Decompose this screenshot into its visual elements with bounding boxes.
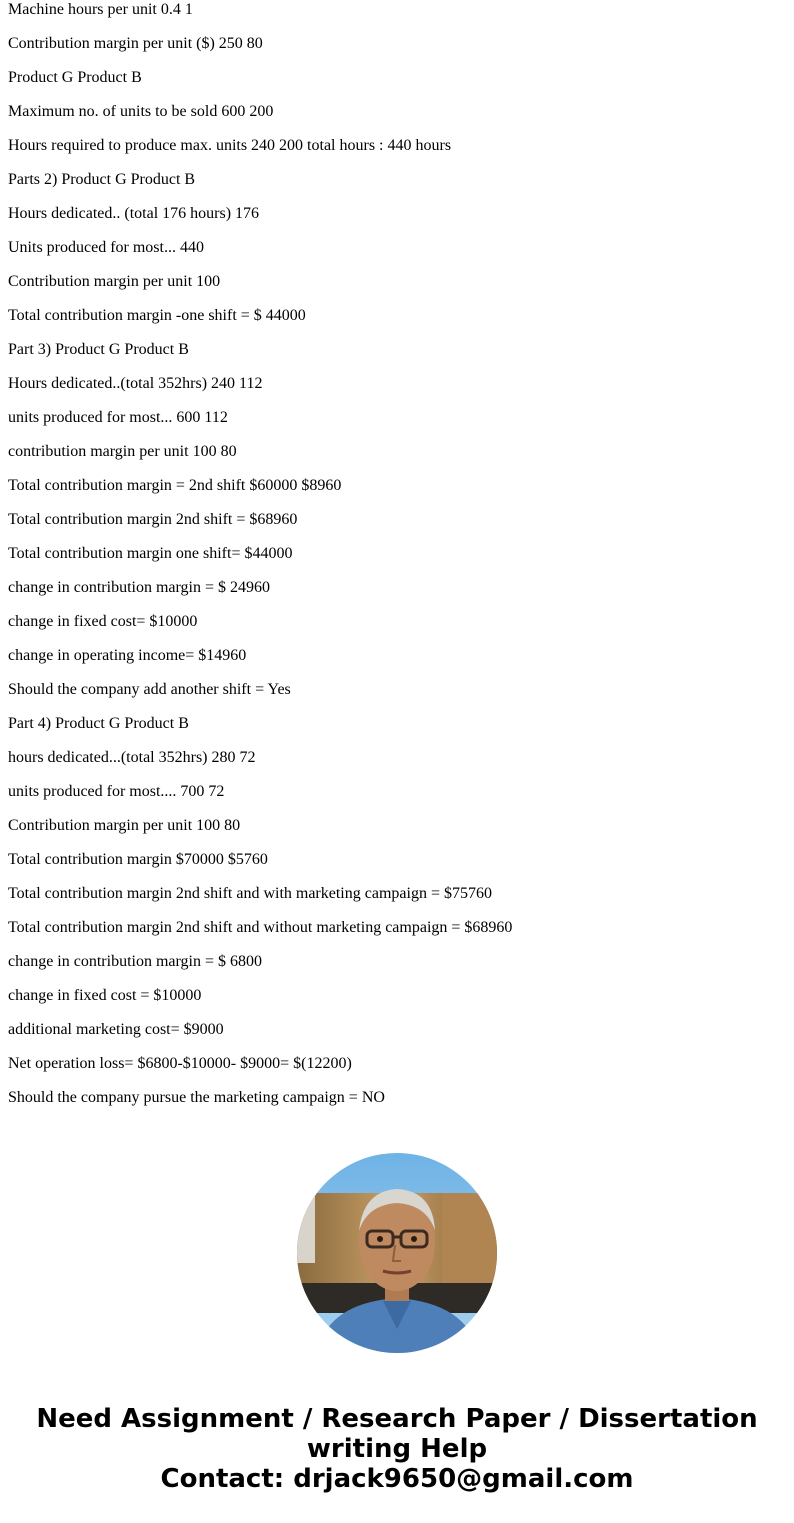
text-line: Total contribution margin one shift= $44000 bbox=[8, 545, 293, 562]
text-line: change in operating income= $14960 bbox=[8, 647, 247, 664]
text-line: Contribution margin per unit 100 bbox=[8, 273, 221, 290]
text-line: Total contribution margin 2nd shift and without marketing campaign = $68960 bbox=[8, 919, 513, 936]
text-line: Maximum no. of units to be sold 600 200 bbox=[8, 103, 274, 120]
text-line: Machine hours per unit 0.4 1 bbox=[8, 1, 193, 18]
text-line: change in contribution margin = $ 6800 bbox=[8, 953, 263, 970]
text-line: Total contribution margin $70000 $5760 bbox=[8, 851, 268, 868]
text-line: Part 3) Product G Product B bbox=[8, 341, 189, 358]
author-avatar bbox=[297, 1153, 497, 1353]
text-line: Part 4) Product G Product B bbox=[8, 715, 189, 732]
text-line: units produced for most... 600 112 bbox=[8, 409, 228, 426]
text-line: units produced for most.... 700 72 bbox=[8, 783, 225, 800]
text-line: contribution margin per unit 100 80 bbox=[8, 443, 237, 460]
text-line: Hours required to produce max. units 240 200 total hours : 440 hours bbox=[8, 137, 452, 154]
text-line: Product G Product B bbox=[8, 69, 142, 86]
text-line: Parts 2) Product G Product B bbox=[8, 171, 196, 188]
text-line: change in fixed cost= $10000 bbox=[8, 613, 198, 630]
text-line: change in fixed cost = $10000 bbox=[8, 987, 202, 1004]
text-line: Should the company add another shift = Yes bbox=[8, 681, 291, 698]
promo-line-1: Need Assignment / Research Paper / Dissertation bbox=[36, 1404, 758, 1434]
text-line: Hours dedicated..(total 352hrs) 240 112 bbox=[8, 375, 263, 392]
text-line: Should the company pursue the marketing campaign = NO bbox=[8, 1089, 385, 1106]
text-line: change in contribution margin = $ 24960 bbox=[8, 579, 271, 596]
text-line: Total contribution margin = 2nd shift $60000 $8960 bbox=[8, 477, 342, 494]
promo-banner bbox=[0, 1404, 794, 1494]
text-line: Total contribution margin 2nd shift and with marketing campaign = $75760 bbox=[8, 885, 492, 902]
text-line: Contribution margin per unit ($) 250 80 bbox=[8, 35, 263, 52]
promo-contact: Contact: drjack9650@gmail.com bbox=[160, 1464, 634, 1494]
text-line: Units produced for most... 440 bbox=[8, 239, 204, 256]
text-line: Net operation loss= $6800-$10000- $9000= $(12200) bbox=[8, 1055, 352, 1072]
text-line: additional marketing cost= $9000 bbox=[8, 1021, 224, 1038]
text-line: Hours dedicated.. (total 176 hours) 176 bbox=[8, 205, 260, 222]
text-line: Total contribution margin -one shift = $ 44000 bbox=[8, 307, 306, 324]
text-line: hours dedicated...(total 352hrs) 280 72 bbox=[8, 749, 256, 766]
text-line: Total contribution margin 2nd shift = $68960 bbox=[8, 511, 298, 528]
promo-line-2: writing Help bbox=[306, 1434, 488, 1464]
solution-text bbox=[8, 0, 512, 1122]
text-line: Contribution margin per unit 100 80 bbox=[8, 817, 241, 834]
